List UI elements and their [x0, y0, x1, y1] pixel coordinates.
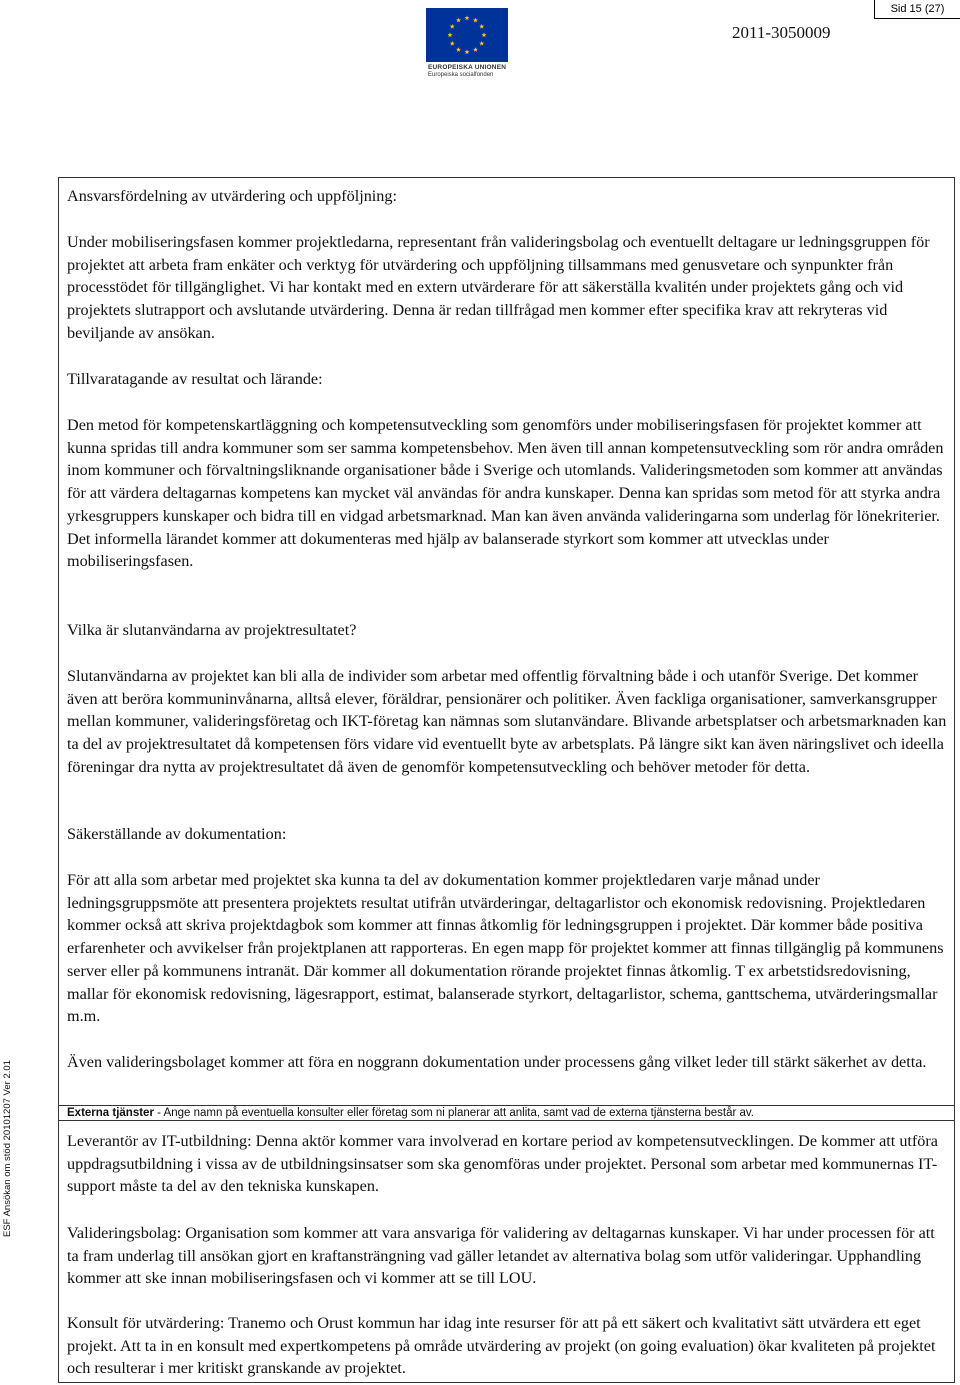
document-number: 2011-3050009 — [732, 23, 831, 42]
logo-line2: Europeiska socialfonden — [428, 72, 494, 78]
logo-line1: EUROPEISKA UNIONEN — [428, 64, 507, 71]
tillvaratagande-text: Den metod för kompetenskartläggning och kompetensutveckling som genomförs under mobiliseringsfasen för projektet kommer att kunna spridas till andra kommuner som ser samma kompetensbehov. Men även till annan kompetensutveckling som rör andra områden inom kommuner och förvaltningsliknande organisationer både i Sverige och utomlands. Valideringsmetoden som kommer att användas för att värdera deltagarnas kompetens kan mycket väl användas för andra kunskaper. Denna kan spridas som metod för att styrka andra yrkesgruppers kunskaper och bidra till en vidgad arbetsmarknad. Man kan även använda valideringarna som underlag för lönekriterier. Det informella lärandet kommer att dokumenteras med hjälp av balanserade styrkort som kommer att utvecklas under mobiliseringsfasen. — [67, 416, 944, 571]
content-frame — [58, 177, 955, 1383]
dokumentation-text2: Även valideringsbolaget kommer att föra en noggrann dokumentation under processens gång vilket leder till stärkt säkerhet av detta. — [67, 1053, 927, 1071]
ansvar-heading: Ansvarsfördelning av utvärdering och uppföljning: — [67, 187, 397, 205]
eu-flag-icon — [426, 8, 508, 62]
eu-star-icon — [473, 18, 478, 23]
eu-star-icon — [473, 47, 478, 52]
externa-description: - Ange namn på eventuella konsulter eller företag som ni planerar att anlita, samt vad de externa tjänsterna består av. — [153, 1107, 754, 1119]
page-number: Sid 15 (27) — [874, 0, 960, 19]
externa-para1: Leverantör av IT-utbildning: Denna aktör kommer vara involverad en kortare period av kompetensutvecklingen. De kommer att utföra uppdragsutbildning i vissa av de utbildningsinsatser som ska genomföras under projektet. Personal som arbetar med kommunernas IT-support måste ta del av den tekniska kunskapen. — [67, 1132, 938, 1196]
eu-star-icon — [482, 32, 487, 37]
eu-stars-icon — [426, 8, 508, 62]
eu-star-icon — [465, 49, 470, 54]
eu-star-icon — [448, 32, 453, 37]
externa-para2: Valideringsbolag: Organisation som kommer att vara ansvariga för validering av deltagarnas kunskaper. Vi har under processen för att ta fram underlag till ansökan gjort en kraftansträngning vad gäller letandet av alternativa bolag som utför valideringar. Upphandling kommer att ske innan mobiliseringsfasen och vi kommer att se till LOU. — [67, 1224, 935, 1288]
ansvar-text: Under mobiliseringsfasen kommer projektledarna, representant från valideringsbolag och eventuellt deltagare ur ledningsgruppen för projektet att arbeta fram enkäter och verktyg för utvärdering och uppföljning tillsammans med genusvetare och synpunkter från processtödet för tillgänglighet. Vi har kontakt med en extern utvärderare för att säkerställa kvalitén under projektets gång och vid projektets slutrapport och avslutande utvärdering. Denna är redan tillfrågad men kommer efter specifika krav att rekryteras vid beviljande av ansökan. — [67, 233, 930, 342]
eu-star-icon — [465, 15, 470, 20]
externa-para3: Konsult för utvärdering: Tranemo och Orust kommun har idag inte resurser för att på ett säkert och kvalitativt sätt utvärdera ett eget projekt. Att ta in en konsult med expertkompetens på område utvärdering av projekt (on going evaluation) ökar kvaliteten på projektet och resulterar i mer kritiskt granskande av projektet. — [67, 1314, 936, 1378]
tillvaratagande-heading: Tillvaratagande av resultat och lärande: — [67, 370, 323, 388]
side-note: ESF Ansökan om stöd 20101207 Ver 2.01 — [2, 1060, 13, 1237]
eu-star-icon — [456, 18, 461, 23]
eu-star-icon — [450, 41, 455, 46]
dokumentation-text1: För att alla som arbetar med projektet ska kunna ta del av dokumentation kommer projektledaren varje månad under ledningsgruppsmöte att presentera projektets resultat utifrån utvärderingar, deltagarlistor och ekonomisk redovisning. Projektledaren kommer också att skriva projektdagbok som kommer att finnas åtkomlig för ledningsgruppen i projektet. Där kommer både positiva erfarenheter och avvikelser från projektplanen att rapporteras. En egen mapp för projektet kommer att finnas tillgänglig på kommunens server eller på kommunens intranät. Där kommer all dokumentation rörande projektet finnas åtkomlig. T ex arbetstidsredovisning, mallar för ekonomisk redovisning, lägesrapport, estimat, balanserade styrkort, deltagarlistor, schema, ganttschema, utvärderingsmallar m.m. — [67, 871, 944, 1026]
externa-tjanster-bar — [59, 1105, 954, 1121]
eu-logo — [426, 8, 508, 80]
slutanvandare-heading: Vilka är slutanvändarna av projektresultatet? — [67, 621, 357, 639]
eu-star-icon — [456, 47, 461, 52]
eu-star-icon — [479, 24, 484, 29]
dokumentation-heading: Säkerställande av dokumentation: — [67, 825, 287, 843]
eu-star-icon — [479, 41, 484, 46]
eu-star-icon — [450, 24, 455, 29]
externa-label: Externa tjänster — [67, 1107, 154, 1119]
slutanvandare-text: Slutanvändarna av projektet kan bli alla de individer som arbetar med offentlig förvaltning både i och utanför Sverige. Det kommer även att beröra kommuninvånarna, alltså elever, föräldrar, pensionärer och politiker. Även fackliga organisationer, samverkansgrupper mellan kommuner, valideringsföretag och IKT-företag kan nämnas som slutanvändare. Blivande arbetsplatser och arbetsmarknaden kan ta del av projektresultatet då kompetensen förs vidare vid eventuellt byte av arbetsplats. På längre sikt kan även näringslivet och ideella föreningar dra nytta av projektresultatet då även de genomför kompetensutveckling och behöver metoder för detta. — [67, 667, 947, 776]
